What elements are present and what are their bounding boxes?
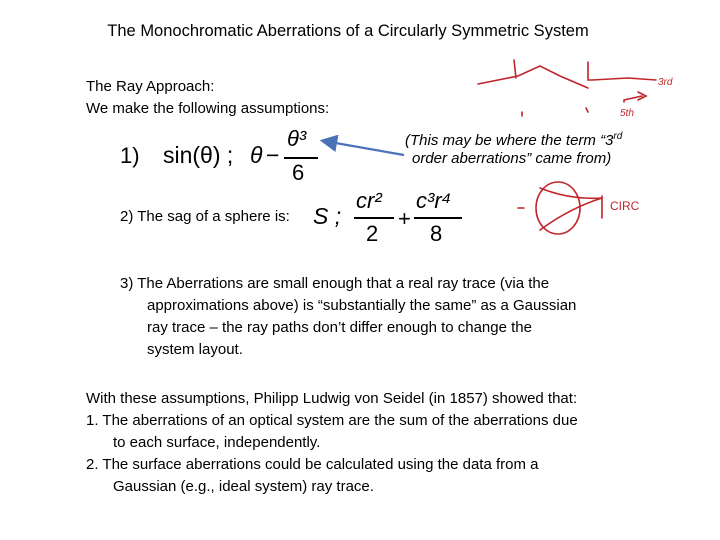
conclusion-point1-line2: to each surface, independently. <box>113 434 321 451</box>
item3-line4: system layout. <box>147 341 243 358</box>
handwritten-sketch-top <box>470 50 710 130</box>
item2-fraction1 <box>354 188 394 250</box>
item1-minus: − <box>266 142 280 168</box>
item2-label: 2) The sag of a sphere is: <box>120 208 290 225</box>
note-line1-sup: rd <box>613 131 623 142</box>
item1-numerator: θ³ <box>287 126 307 151</box>
item2-fraction2 <box>414 188 462 250</box>
ray-approach-heading: The Ray Approach: <box>86 78 215 95</box>
item2-frac1-den: 2 <box>366 221 379 246</box>
item2-plus: + <box>398 206 411 231</box>
item2-frac2-bar <box>414 217 462 219</box>
item1-number: 1) <box>120 143 140 168</box>
handwritten-label-3rd: 3rd <box>658 77 673 88</box>
pointer-arrow-icon <box>300 135 410 160</box>
item1-sine: sin(θ) ; <box>163 142 234 168</box>
item2-frac1-num: cr² <box>356 188 382 213</box>
conclusion-point1-line1: 1. The aberrations of an optical system are the sum of the aberrations due <box>86 412 578 429</box>
conclusion-point2-line1: 2. The surface aberrations could be calculated using the data from a <box>86 456 539 473</box>
slide-title: The Monochromatic Aberrations of a Circularly Symmetric System <box>107 22 589 40</box>
note-line2: order aberrations” came from) <box>412 150 612 167</box>
item1-theta: θ <box>250 142 263 168</box>
note-line1-text: (This may be where the term “3 <box>405 132 614 149</box>
item3-line2: approximations above) is “substantially the same” as a Gaussian <box>147 297 577 314</box>
handwritten-label-5th: 5th <box>620 108 634 119</box>
conclusion-intro: With these assumptions, Philipp Ludwig von Seidel (in 1857) showed that: <box>86 390 578 407</box>
item3-line3: ray trace – the ray paths don’t differ enough to change the <box>147 319 532 336</box>
item2-sag: S ; <box>313 203 342 229</box>
assumptions-intro: We make the following assumptions: <box>86 100 330 117</box>
handwritten-label-circ: CIRC <box>610 199 640 213</box>
item2-frac2-den: 8 <box>430 221 443 246</box>
item2-frac2-num: c³r⁴ <box>416 188 452 213</box>
conclusion-point2-line2: Gaussian (e.g., ideal system) ray trace. <box>113 478 374 495</box>
item3-line1: 3) The Aberrations are small enough that a real ray trace (via the <box>120 275 550 292</box>
item2-frac1-bar <box>354 217 394 219</box>
item1-denominator: 6 <box>292 160 305 185</box>
handwritten-sketch-circle <box>510 178 710 248</box>
